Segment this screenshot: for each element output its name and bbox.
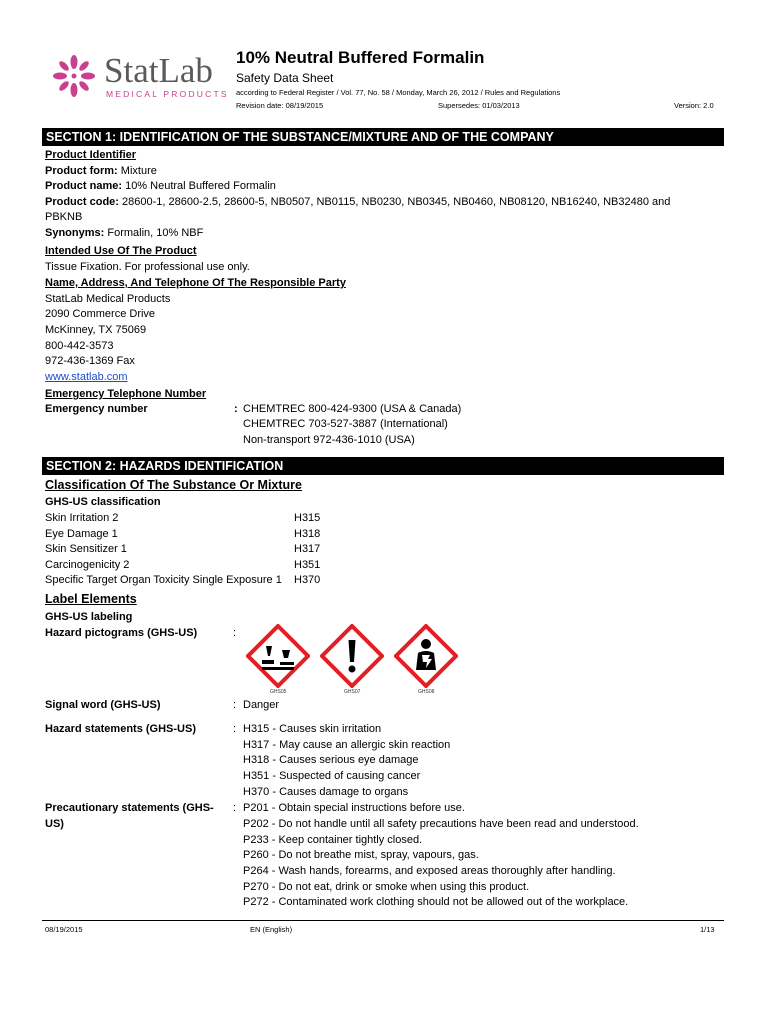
company-phone: 800-442-3573 <box>45 340 114 352</box>
pictogram-label: GHS08 <box>418 689 435 695</box>
supersedes-date: Supersedes: 01/03/2013 <box>438 101 520 110</box>
emergency-number-2: CHEMTREC 703-527-3887 (International) <box>243 418 448 430</box>
classification-name: Eye Damage 1 <box>45 528 118 540</box>
corrosion-pictogram-icon <box>246 624 310 688</box>
precautionary-statement: P270 - Do not eat, drink or smoke when using this product. <box>243 881 530 893</box>
precautionary-statement: P272 - Contaminated work clothing should not be allowed out of the workplace. <box>243 896 629 908</box>
precautionary-statements-label-continued: US) <box>45 818 64 830</box>
emergency-telephone-heading: Emergency Telephone Number <box>45 388 207 400</box>
section-2-heading: SECTION 2: HAZARDS IDENTIFICATION <box>42 457 724 475</box>
hazard-pictograms-label: Hazard pictograms (GHS-US) <box>45 627 198 639</box>
signal-word-label: Signal word (GHS-US) <box>45 699 161 711</box>
ghs-classification-label: GHS-US classification <box>45 496 161 508</box>
precautionary-statement: P201 - Obtain special instructions before use. <box>243 802 465 814</box>
pictogram-label: GHS05 <box>270 689 287 695</box>
product-name-line <box>45 179 276 193</box>
signal-word-separator: : <box>233 699 237 711</box>
hazard-statement: H370 - Causes damage to organs <box>243 786 409 798</box>
company-city: McKinney, TX 75069 <box>45 324 147 336</box>
product-name-label: Product name: <box>45 180 123 192</box>
hazard-statements-separator: : <box>233 723 237 735</box>
company-website-link[interactable]: www.statlab.com <box>45 371 128 383</box>
classification-code: H318 <box>294 528 321 540</box>
logo-tagline: MEDICAL PRODUCTS <box>106 89 229 99</box>
exclamation-pictogram-icon <box>320 624 384 688</box>
section-1-heading: SECTION 1: IDENTIFICATION OF THE SUBSTANCE/MIXTURE AND OF THE COMPANY <box>42 128 724 146</box>
product-code-line <box>45 195 670 209</box>
product-form-line <box>45 164 157 178</box>
flower-icon <box>52 54 96 98</box>
hazard-statement: H317 - May cause an allergic skin reaction <box>243 739 451 751</box>
responsible-party-heading: Name, Address, And Telephone Of The Responsible Party <box>45 277 346 289</box>
product-form-label: Product form: <box>45 165 118 177</box>
product-form-value: Mixture <box>117 165 157 177</box>
footer-divider <box>42 920 724 921</box>
precautionary-statement: P264 - Wash hands, forearms, and exposed areas thoroughly after handling. <box>243 865 616 877</box>
emergency-number-1: CHEMTREC 800-424-9300 (USA & Canada) <box>243 403 462 415</box>
precautionary-statements-label: Precautionary statements (GHS- <box>45 802 214 814</box>
emergency-separator: : <box>234 403 238 415</box>
regulation-reference: according to Federal Register / Vol. 77, No. 58 / Monday, March 26, 2012 / Rules and Regulations <box>236 88 561 97</box>
hazard-statements-label: Hazard statements (GHS-US) <box>45 723 196 735</box>
label-elements-heading: Label Elements <box>45 592 137 606</box>
classification-name: Specific Target Organ Toxicity Single Exposure 1 <box>45 574 282 586</box>
document-subtitle: Safety Data Sheet <box>236 71 334 85</box>
synonyms-line <box>45 226 203 240</box>
synonyms-label: Synonyms: <box>45 227 105 239</box>
signal-word-value: Danger <box>243 699 280 711</box>
product-name-value: 10% Neutral Buffered Formalin <box>122 180 276 192</box>
footer-date: 08/19/2015 <box>45 925 83 934</box>
health-hazard-pictogram-icon <box>394 624 458 688</box>
classification-name: Carcinogenicity 2 <box>45 559 130 571</box>
classification-code: H370 <box>294 574 321 586</box>
footer-page-number: 1/13 <box>700 925 715 934</box>
classification-code: H315 <box>294 512 321 524</box>
revision-date: Revision date: 08/19/2015 <box>236 101 324 110</box>
classification-heading: Classification Of The Substance Or Mixture <box>45 478 303 492</box>
product-identifier-heading: Product Identifier <box>45 149 137 161</box>
synonyms-value: Formalin, 10% NBF <box>104 227 204 239</box>
classification-name: Skin Irritation 2 <box>45 512 119 524</box>
emergency-number-label: Emergency number <box>45 403 148 415</box>
intended-use-heading: Intended Use Of The Product <box>45 245 197 257</box>
classification-code: H317 <box>294 543 321 555</box>
company-street: 2090 Commerce Drive <box>45 308 156 320</box>
classification-code: H351 <box>294 559 321 571</box>
classification-name: Skin Sensitizer 1 <box>45 543 127 555</box>
hazard-statement: H315 - Causes skin irritation <box>243 723 382 735</box>
precautionary-statement: P202 - Do not handle until all safety precautions have been read and understood. <box>243 818 639 830</box>
ghs-labeling-label: GHS-US labeling <box>45 611 133 623</box>
emergency-number-3: Non-transport 972-436-1010 (USA) <box>243 434 415 446</box>
product-code-value: 28600-1, 28600-2.5, 28600-5, NB0507, NB0115, NB0230, NB0345, NB0460, NB08120, NB16240, NB32480 and <box>118 196 671 208</box>
company-name: StatLab Medical Products <box>45 293 171 305</box>
precautionary-statement: P233 - Keep container tightly closed. <box>243 834 423 846</box>
precautionary-separator: : <box>233 802 237 814</box>
hazard-statement: H351 - Suspected of causing cancer <box>243 770 421 782</box>
pictogram-label: GHS07 <box>344 689 361 695</box>
document-title: 10% Neutral Buffered Formalin <box>236 48 485 67</box>
hazard-statement: H318 - Causes serious eye damage <box>243 754 419 766</box>
company-fax: 972-436-1369 Fax <box>45 355 135 367</box>
logo-wordmark: StatLab <box>104 51 213 90</box>
intended-use-text: Tissue Fixation. For professional use only. <box>45 261 250 273</box>
statlab-logo <box>52 51 229 102</box>
product-code-label: Product code: <box>45 196 119 208</box>
precautionary-statement: P260 - Do not breathe mist, spray, vapours, gas. <box>243 849 479 861</box>
product-code-continued: PBKNB <box>45 211 83 223</box>
version-number: Version: 2.0 <box>674 101 714 110</box>
pictograms-separator: : <box>233 627 237 639</box>
footer-language: EN (English) <box>250 925 293 934</box>
